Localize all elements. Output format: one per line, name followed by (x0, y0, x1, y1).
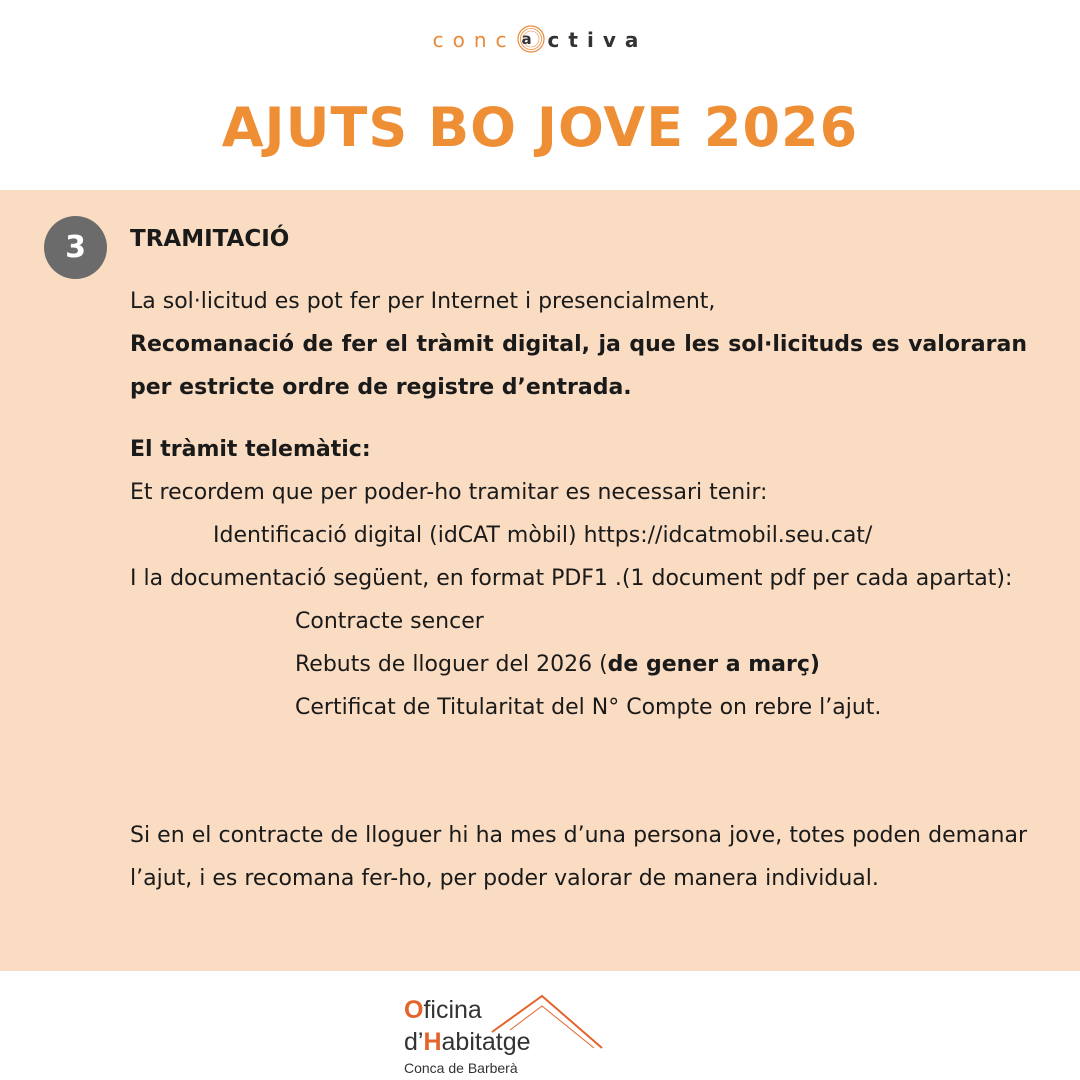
logo-letter-o: O (404, 996, 424, 1024)
logo-text-conca: Conca de Barberà (404, 1060, 518, 1076)
logo-text-ctiva: ctiva (547, 28, 648, 52)
docs-intro: I la documentació següent, en format PDF1 .(1 document pdf per cada apartat): (130, 566, 1013, 591)
id-requirement: Identificació digital (idCAT mòbil) https://idcatmobil.seu.cat/ (213, 523, 873, 548)
section-body (130, 280, 1027, 409)
oficina-habitatge-logo (402, 988, 612, 1078)
doc-item: Contracte sencer (295, 609, 484, 634)
page-title: AJUTS BO JOVE 2026 (221, 96, 859, 159)
section-title: TRAMITACIÓ (130, 226, 290, 252)
logo-circle-letter: a (520, 29, 541, 48)
final-note-block (130, 814, 1027, 900)
doc-item-bold: de gener a març) (607, 652, 820, 677)
doc-item: Certificat de Titularitat del N° Compte on rebre l’ajut. (295, 695, 882, 720)
telematic-block (130, 428, 1027, 729)
intro-text: La sol·licitud es pot fer per Internet i presencialment, (130, 289, 716, 314)
step-number-badge: 3 (44, 216, 107, 279)
logo-text-d: d’ (404, 1028, 424, 1056)
logo-text-conc: conc (432, 28, 516, 52)
requirement-intro: Et recordem que per poder-ho tramitar es necessari tenir: (130, 480, 768, 505)
final-note: Si en el contracte de lloguer hi ha mes d’una persona jove, totes poden demanar l’ajut, i es recomana fer-ho, per poder valorar de manera individual. (130, 823, 1027, 891)
logo-text-abitatge: abitatge (441, 1028, 531, 1056)
recommendation-text: Recomanació de fer el tràmit digital, ja que les sol·licituds es valoraran per estricte ordre de registre d’entrada. (130, 332, 1027, 400)
logo-letter-h: H (423, 1028, 442, 1056)
doc-item: Rebuts de lloguer del 2026 (de gener a març) (295, 652, 820, 677)
concactiva-logo (0, 28, 1080, 54)
logo-text-ficina: ficina (423, 996, 482, 1024)
telematic-heading: El tràmit telemàtic: (130, 437, 371, 462)
swirl-circle-icon (516, 24, 546, 54)
